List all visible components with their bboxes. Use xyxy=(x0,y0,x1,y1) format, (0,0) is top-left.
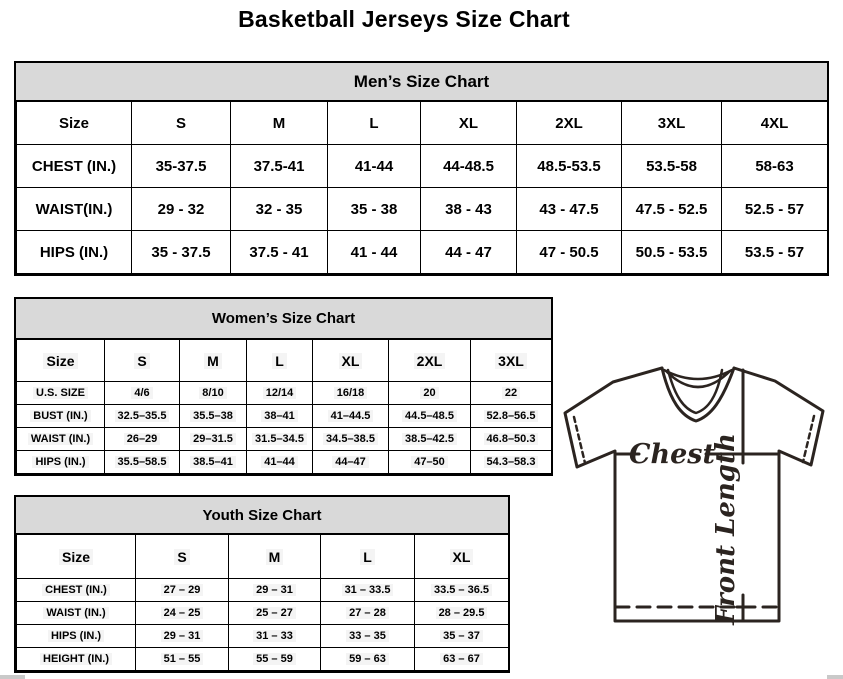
womens_chart-column-header xyxy=(180,340,247,382)
youth_chart-cell xyxy=(136,648,229,671)
womens_chart-row-label xyxy=(17,451,105,474)
mens_chart-data-row xyxy=(17,145,828,188)
womens_chart-cell xyxy=(471,405,552,428)
page-title: Basketball Jerseys Size Chart xyxy=(238,6,570,32)
youth_chart-column-header-text: L xyxy=(360,549,375,565)
mens_chart-column-header xyxy=(132,102,231,145)
womens_chart-cell-text: 41–44.5 xyxy=(328,410,374,422)
mens_chart-column-header-text: 4XL xyxy=(760,114,789,132)
youth_chart-cell-text: 35 – 37 xyxy=(440,630,483,642)
womens_chart-size-header-row xyxy=(17,340,552,382)
womens_chart-row-label-text: HIPS (IN.) xyxy=(32,456,88,468)
youth_chart-column-header xyxy=(17,535,136,579)
mens_chart-cell-text: 43 - 47.5 xyxy=(539,200,599,218)
womens_chart-cell xyxy=(105,451,180,474)
front-length-label: Front Length xyxy=(711,433,741,625)
mens_chart-cell xyxy=(132,145,231,188)
youth_chart-cell-text: 31 – 33.5 xyxy=(342,584,394,596)
womens_chart-cell-text: 54.3–58.3 xyxy=(484,456,539,468)
mens_chart-cell xyxy=(132,188,231,231)
mens_chart-row-label xyxy=(17,231,132,274)
youth_chart-cell xyxy=(415,602,509,625)
mens_chart-cell xyxy=(517,231,622,274)
mens-table-grid xyxy=(16,101,828,274)
womens_chart-cell xyxy=(247,428,313,451)
womens_chart-cell-text: 12/14 xyxy=(263,387,297,399)
youth_chart-column-header-text: M xyxy=(266,549,284,565)
mens_chart-cell xyxy=(231,145,328,188)
womens_chart-cell-text: 26–29 xyxy=(124,433,161,445)
mens_chart-column-header xyxy=(722,102,828,145)
womens_chart-cell-text: 34.5–38.5 xyxy=(323,433,378,445)
womens_chart-cell-text: 16/18 xyxy=(334,387,368,399)
mens_chart-cell-text: 50.5 - 53.5 xyxy=(635,243,708,261)
mens_chart-column-header-text: 2XL xyxy=(555,114,583,132)
youth_chart-cell xyxy=(229,602,321,625)
womens_chart-cell-text: 47–50 xyxy=(411,456,448,468)
mens_chart-cell-text: 41 - 44 xyxy=(350,243,398,261)
mens_chart-cell-text: 48.5-53.5 xyxy=(537,157,601,175)
womens_chart-cell xyxy=(247,382,313,405)
mens_chart-cell xyxy=(517,145,622,188)
youth_chart-row-label-text: HIPS (IN.) xyxy=(48,630,104,642)
mens_chart-cell-text: 35 - 37.5 xyxy=(151,243,211,261)
mens_chart-column-header-text: Size xyxy=(58,114,89,132)
womens_chart-cell xyxy=(313,428,389,451)
youth_chart-data-row xyxy=(17,648,509,671)
mens_chart-cell-text: 44-48.5 xyxy=(443,157,494,175)
youth_chart-cell-text: 63 – 67 xyxy=(440,653,483,665)
scrollbar-fragment-left[interactable] xyxy=(0,675,25,679)
mens_chart-cell xyxy=(622,231,722,274)
womens_chart-cell xyxy=(389,428,471,451)
chest-label: Chest xyxy=(629,439,715,470)
womens_chart-cell-text: 44.5–48.5 xyxy=(402,410,457,422)
youth_chart-row-label xyxy=(17,625,136,648)
mens_chart-cell xyxy=(517,188,622,231)
mens_chart-cell-text: 58-63 xyxy=(755,157,794,175)
youth_chart-cell xyxy=(229,625,321,648)
mens_chart-cell xyxy=(421,145,517,188)
youth_chart-row-label-text: WAIST (IN.) xyxy=(43,607,108,619)
youth_chart-row-label xyxy=(17,602,136,625)
womens_chart-column-header-text: L xyxy=(272,353,287,369)
youth_chart-cell xyxy=(415,579,509,602)
youth_chart-cell-text: 31 – 33 xyxy=(253,630,296,642)
youth_chart-column-header xyxy=(136,535,229,579)
mens_chart-row-label-text: CHEST (IN.) xyxy=(31,157,117,175)
mens_chart-cell-text: 41-44 xyxy=(354,157,394,175)
mens_chart-cell-text: 35-37.5 xyxy=(155,157,207,175)
womens_chart-row-label xyxy=(17,428,105,451)
youth-table-title: Youth Size Chart xyxy=(16,497,508,534)
womens_chart-column-header xyxy=(105,340,180,382)
mens_chart-size-header-row xyxy=(17,102,828,145)
womens-size-chart-table xyxy=(14,297,553,476)
youth_chart-cell-text: 24 – 25 xyxy=(161,607,204,619)
womens_chart-cell-text: 8/10 xyxy=(199,387,226,399)
youth_chart-cell xyxy=(321,579,415,602)
womens_chart-cell xyxy=(313,405,389,428)
mens_chart-column-header xyxy=(622,102,722,145)
mens-table-title: Men’s Size Chart xyxy=(16,63,827,101)
mens_chart-cell-text: 35 - 38 xyxy=(350,200,398,218)
womens_chart-column-header-text: 3XL xyxy=(495,353,527,369)
mens_chart-cell xyxy=(722,231,828,274)
mens_chart-cell-text: 38 - 43 xyxy=(445,200,492,218)
youth_chart-cell xyxy=(321,625,415,648)
womens_chart-cell-text: 38–41 xyxy=(261,410,298,422)
womens_chart-cell xyxy=(247,405,313,428)
womens_chart-cell xyxy=(105,405,180,428)
mens_chart-cell xyxy=(328,188,421,231)
womens_chart-row-label-text: WAIST (IN.) xyxy=(28,433,93,445)
mens_chart-cell-text: 37.5 - 41 xyxy=(249,243,309,261)
mens_chart-cell xyxy=(421,231,517,274)
youth_chart-cell xyxy=(229,648,321,671)
youth_chart-column-header-text: Size xyxy=(59,549,93,565)
mens_chart-cell xyxy=(231,188,328,231)
youth_chart-cell xyxy=(229,579,321,602)
womens_chart-column-header xyxy=(17,340,105,382)
mens_chart-cell xyxy=(722,145,828,188)
womens_chart-column-header-text: Size xyxy=(43,353,77,369)
womens_chart-data-row xyxy=(17,382,552,405)
scrollbar-fragment-right[interactable] xyxy=(827,675,843,679)
youth_chart-size-header-row xyxy=(17,535,509,579)
mens_chart-cell-text: 52.5 - 57 xyxy=(744,200,805,218)
womens_chart-cell xyxy=(389,382,471,405)
mens_chart-cell xyxy=(328,231,421,274)
youth_chart-column-header xyxy=(415,535,509,579)
mens_chart-row-label xyxy=(17,188,132,231)
womens_chart-column-header-text: S xyxy=(134,353,149,369)
youth_chart-row-label xyxy=(17,648,136,671)
womens_chart-data-row xyxy=(17,405,552,428)
womens_chart-cell xyxy=(105,382,180,405)
womens_chart-cell xyxy=(180,405,247,428)
mens_chart-cell-text: 47.5 - 52.5 xyxy=(635,200,708,218)
youth_chart-cell xyxy=(321,602,415,625)
womens_chart-cell xyxy=(471,451,552,474)
womens_chart-row-label xyxy=(17,405,105,428)
youth_chart-cell-text: 51 – 55 xyxy=(161,653,204,665)
womens_chart-cell-text: 46.8–50.3 xyxy=(484,433,539,445)
youth_chart-cell-text: 55 – 59 xyxy=(253,653,296,665)
womens_chart-cell-text: 41–44 xyxy=(261,456,298,468)
mens_chart-data-row xyxy=(17,231,828,274)
youth_chart-cell-text: 27 – 28 xyxy=(346,607,389,619)
jersey-outline-icon xyxy=(565,368,823,621)
mens_chart-column-header xyxy=(421,102,517,145)
mens_chart-row-label-text: WAIST(IN.) xyxy=(35,200,113,218)
youth-table-grid xyxy=(16,534,509,671)
youth_chart-row-label xyxy=(17,579,136,602)
mens_chart-row-label xyxy=(17,145,132,188)
youth_chart-cell xyxy=(321,648,415,671)
mens_chart-column-header xyxy=(231,102,328,145)
womens_chart-row-label xyxy=(17,382,105,405)
womens_chart-data-row xyxy=(17,428,552,451)
womens_chart-column-header xyxy=(247,340,313,382)
mens_chart-column-header-text: M xyxy=(272,114,286,132)
womens_chart-cell-text: 38.5–42.5 xyxy=(402,433,457,445)
mens_chart-column-header-text: L xyxy=(369,114,379,132)
womens_chart-cell xyxy=(247,451,313,474)
womens_chart-cell xyxy=(471,428,552,451)
mens_chart-column-header xyxy=(17,102,132,145)
youth_chart-cell xyxy=(415,648,509,671)
mens_chart-cell-text: 53.5-58 xyxy=(646,157,697,175)
youth_chart-cell xyxy=(415,625,509,648)
womens_chart-cell xyxy=(313,451,389,474)
womens-table-title: Women’s Size Chart xyxy=(16,299,551,339)
womens_chart-cell-text: 22 xyxy=(502,387,520,399)
womens_chart-cell xyxy=(180,428,247,451)
youth_chart-row-label-text: CHEST (IN.) xyxy=(42,584,110,596)
youth_chart-column-header-text: XL xyxy=(450,549,474,565)
youth_chart-row-label-text: HEIGHT (IN.) xyxy=(40,653,112,665)
youth_chart-column-header-text: S xyxy=(174,549,189,565)
mens_chart-cell-text: 32 - 35 xyxy=(255,200,303,218)
youth_chart-cell-text: 33.5 – 36.5 xyxy=(431,584,492,596)
mens_chart-cell-text: 47 - 50.5 xyxy=(539,243,599,261)
mens_chart-cell-text: 29 - 32 xyxy=(157,200,205,218)
womens_chart-cell xyxy=(180,451,247,474)
womens_chart-cell xyxy=(105,428,180,451)
mens_chart-cell xyxy=(622,188,722,231)
youth_chart-cell-text: 59 – 63 xyxy=(346,653,389,665)
womens_chart-column-header-text: 2XL xyxy=(414,353,446,369)
youth_chart-cell-text: 28 – 29.5 xyxy=(436,607,488,619)
womens_chart-cell-text: 35.5–38 xyxy=(190,410,236,422)
youth-size-chart-table xyxy=(14,495,510,673)
youth_chart-cell-text: 29 – 31 xyxy=(161,630,204,642)
womens_chart-data-row xyxy=(17,451,552,474)
womens_chart-cell-text: 44–47 xyxy=(332,456,369,468)
womens_chart-column-header xyxy=(313,340,389,382)
womens_chart-cell xyxy=(389,451,471,474)
womens_chart-cell-text: 29–31.5 xyxy=(190,433,236,445)
youth_chart-data-row xyxy=(17,579,509,602)
youth_chart-data-row xyxy=(17,625,509,648)
mens_chart-column-header-text: XL xyxy=(458,114,479,132)
youth_chart-cell-text: 25 – 27 xyxy=(253,607,296,619)
mens_chart-column-header xyxy=(328,102,421,145)
womens_chart-cell-text: 52.8–56.5 xyxy=(484,410,539,422)
youth_chart-cell xyxy=(136,602,229,625)
womens-table-grid xyxy=(16,339,552,474)
youth_chart-cell-text: 29 – 31 xyxy=(253,584,296,596)
mens_chart-data-row xyxy=(17,188,828,231)
womens_chart-cell xyxy=(389,405,471,428)
mens_chart-cell xyxy=(132,231,231,274)
womens_chart-cell-text: 35.5–58.5 xyxy=(115,456,170,468)
mens_chart-cell xyxy=(231,231,328,274)
womens_chart-column-header-text: M xyxy=(204,353,222,369)
mens_chart-row-label-text: HIPS (IN.) xyxy=(39,243,109,261)
youth_chart-data-row xyxy=(17,602,509,625)
womens_chart-cell-text: 31.5–34.5 xyxy=(252,433,307,445)
mens_chart-cell xyxy=(722,188,828,231)
mens_chart-cell xyxy=(328,145,421,188)
mens_chart-cell-text: 53.5 - 57 xyxy=(744,243,805,261)
mens_chart-column-header-text: 3XL xyxy=(657,114,686,132)
womens_chart-cell-text: 20 xyxy=(420,387,438,399)
womens_chart-column-header-text: XL xyxy=(339,353,363,369)
womens_chart-column-header xyxy=(471,340,552,382)
mens_chart-cell xyxy=(622,145,722,188)
youth_chart-cell xyxy=(136,625,229,648)
youth_chart-cell xyxy=(136,579,229,602)
womens_chart-cell-text: 32.5–35.5 xyxy=(115,410,170,422)
womens_chart-cell xyxy=(180,382,247,405)
mens_chart-cell xyxy=(421,188,517,231)
mens_chart-cell-text: 37.5-41 xyxy=(253,157,305,175)
youth_chart-cell-text: 33 – 35 xyxy=(346,630,389,642)
womens_chart-cell xyxy=(313,382,389,405)
youth_chart-cell-text: 27 – 29 xyxy=(161,584,204,596)
youth_chart-column-header xyxy=(321,535,415,579)
womens_chart-column-header xyxy=(389,340,471,382)
jersey-measurement-diagram xyxy=(553,355,839,635)
mens_chart-cell-text: 44 - 47 xyxy=(445,243,492,261)
womens_chart-cell xyxy=(471,382,552,405)
mens_chart-column-header-text: S xyxy=(175,114,186,132)
womens_chart-cell-text: 4/6 xyxy=(131,387,152,399)
womens_chart-cell-text: 38.5–41 xyxy=(190,456,236,468)
youth_chart-column-header xyxy=(229,535,321,579)
womens_chart-row-label-text: U.S. SIZE xyxy=(33,387,88,399)
mens_chart-column-header xyxy=(517,102,622,145)
womens_chart-row-label-text: BUST (IN.) xyxy=(30,410,90,422)
mens-size-chart-table xyxy=(14,61,829,276)
